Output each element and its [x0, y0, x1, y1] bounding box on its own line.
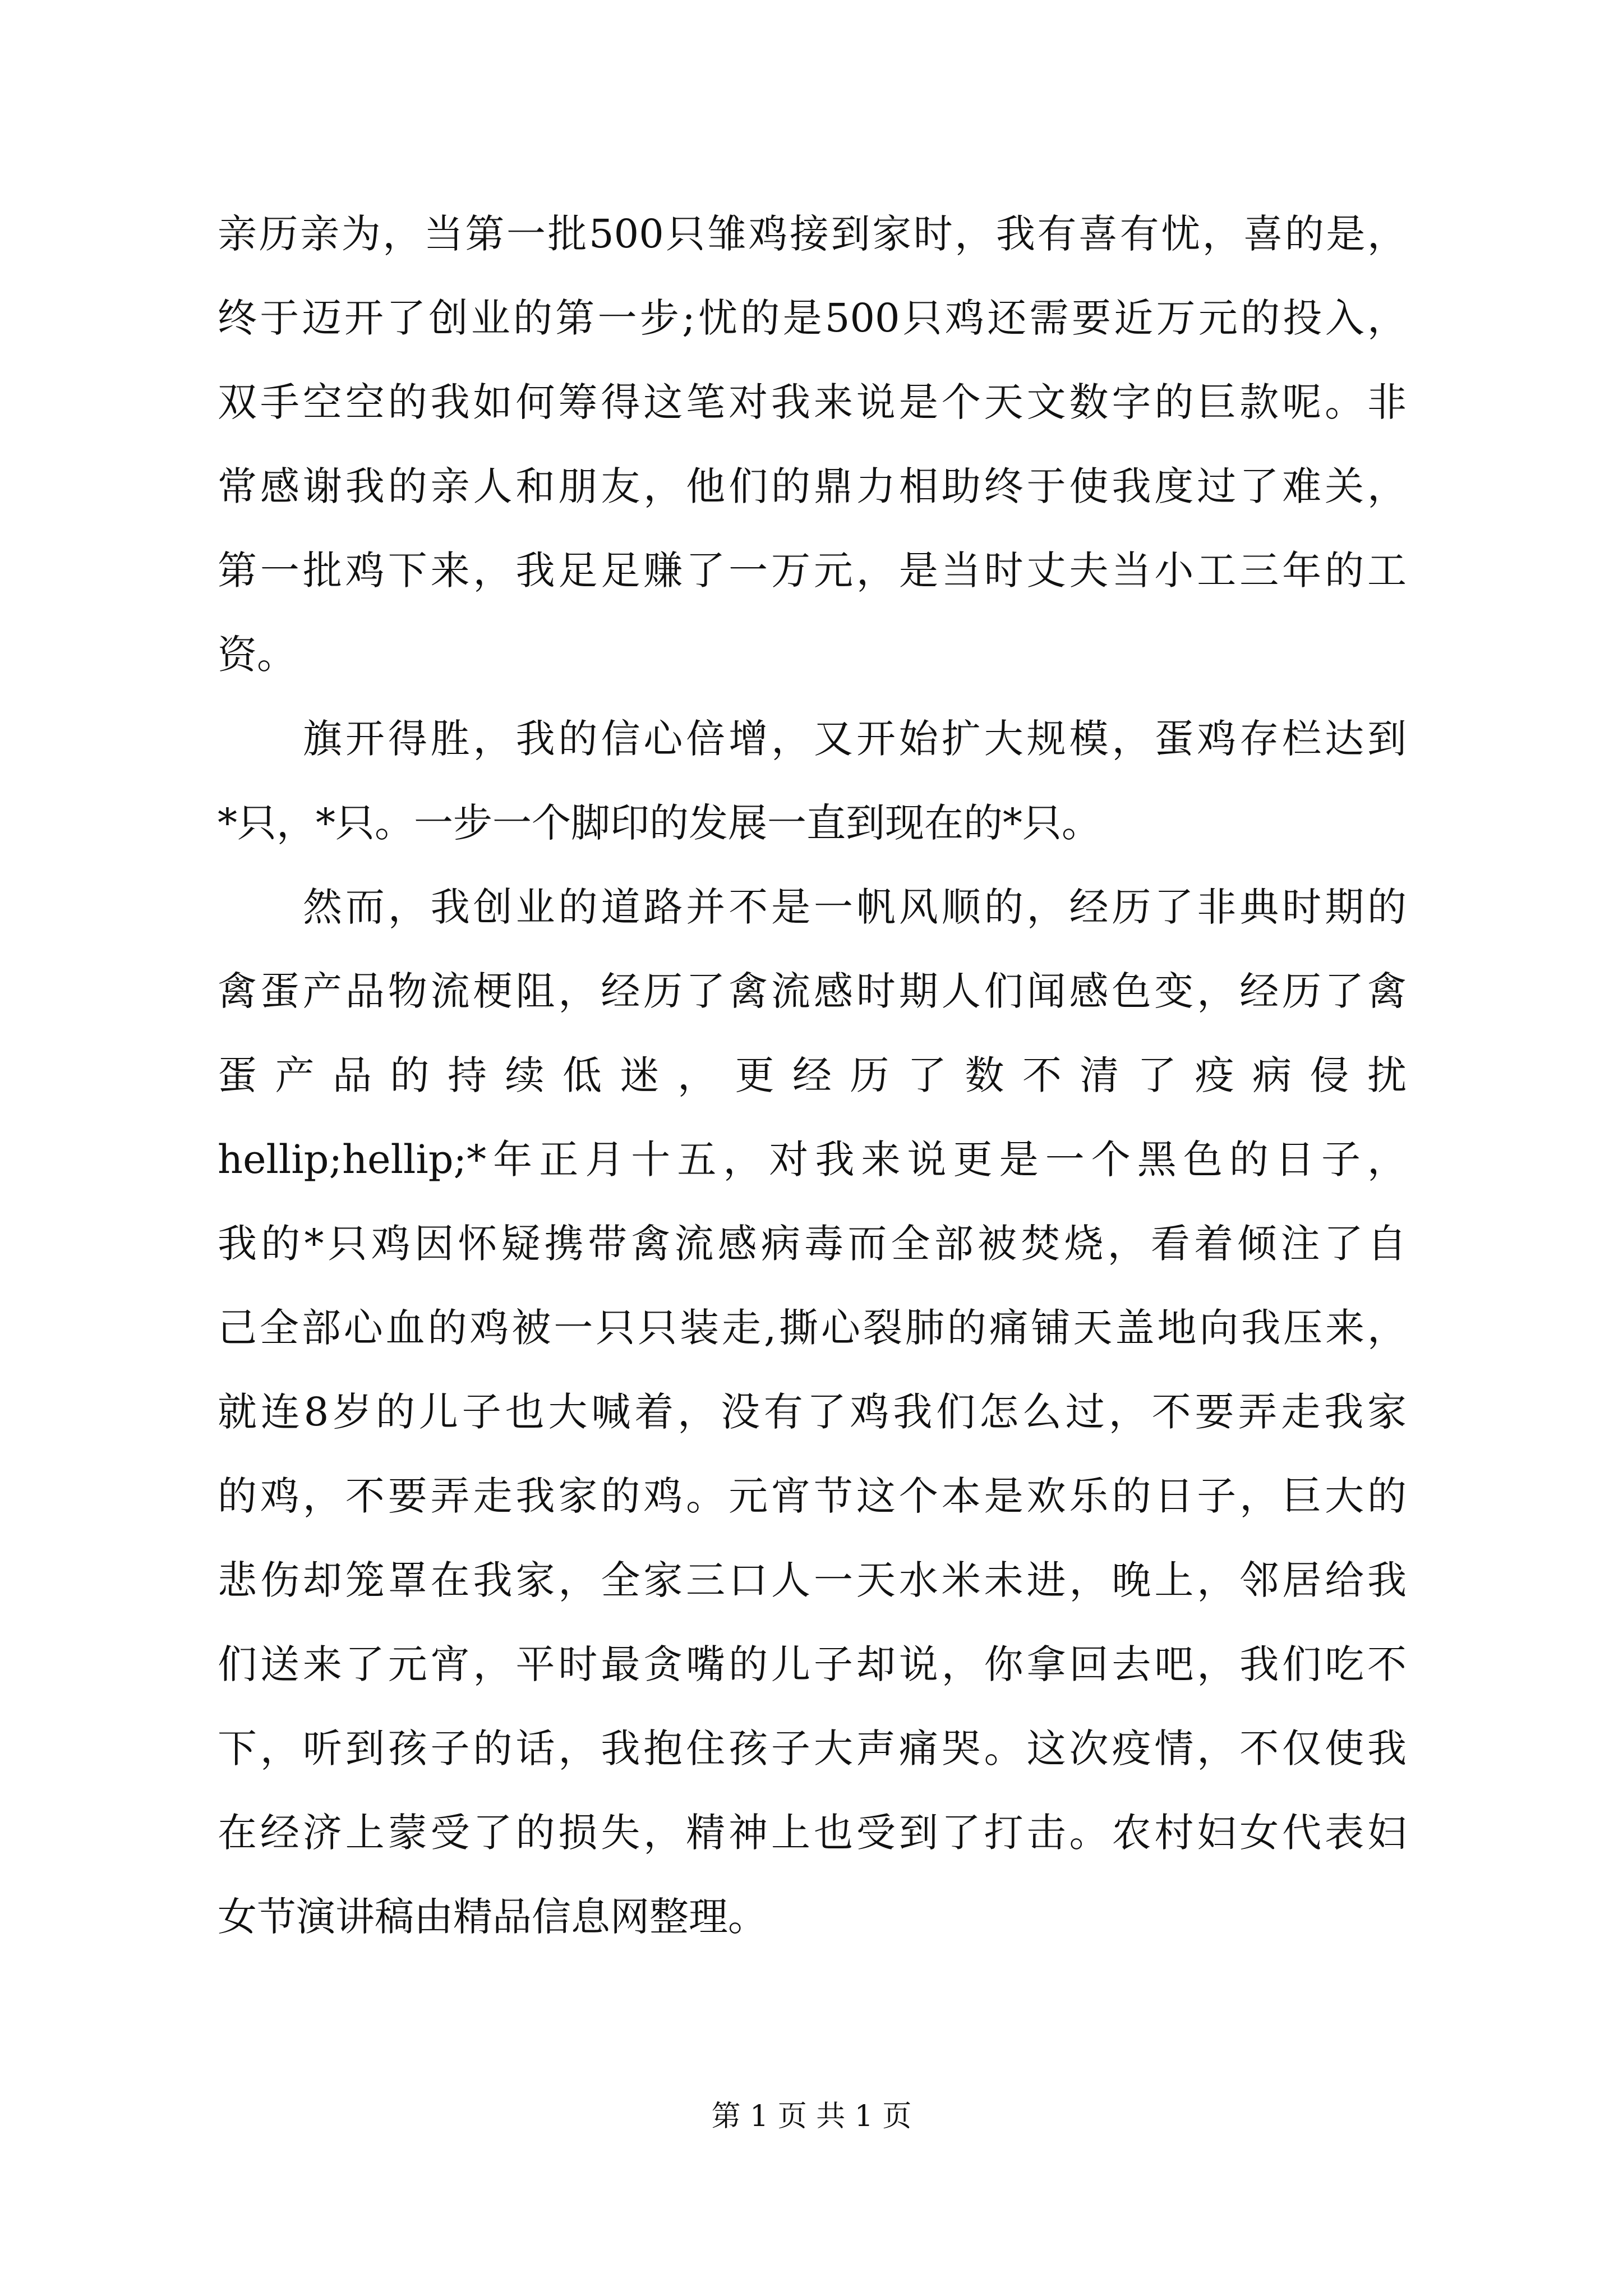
paragraph-1-line-1: 亲历亲为，当第一批500只雏鸡接到家时，我有喜有忧，喜的是， — [218, 211, 1407, 257]
paragraph-3-line-1: 然而，我创业的道路并不是一帆风顺的，经历了非典时期的 — [303, 884, 1407, 930]
paragraph-3-line-5: 我的*只鸡因怀疑携带禽流感病毒而全部被焚烧，看着倾注了自 — [218, 1221, 1407, 1267]
paragraph-1-line-2: 终于迈开了创业的第一步;忧的是500只鸡还需要近万元的投入， — [218, 295, 1407, 341]
paragraph-1-line-6: 资。 — [218, 632, 296, 678]
paragraph-3-line-13: 女节演讲稿由精品信息网整理。 — [218, 1894, 767, 1940]
paragraph-3-line-7: 就连8岁的儿子也大喊着，没有了鸡我们怎么过，不要弄走我家 — [218, 1389, 1407, 1435]
paragraph-3-line-2: 禽蛋产品物流梗阻，经历了禽流感时期人们闻感色变，经历了禽 — [218, 968, 1407, 1014]
paragraph-3-line-6: 己全部心血的鸡被一只只装走,撕心裂肺的痛铺天盖地向我压来， — [218, 1305, 1407, 1351]
paragraph-2-line-2: *只，*只。一步一个脚印的发展一直到现在的*只。 — [218, 800, 1101, 846]
paragraph-3-line-9: 悲伤却笼罩在我家，全家三口人一天水米未进，晚上，邻居给我 — [218, 1557, 1407, 1603]
paragraph-1-line-5: 第一批鸡下来，我足足赚了一万元，是当时丈夫当小工三年的工 — [218, 547, 1407, 593]
paragraph-3-line-4: hellip;hellip;*年正月十五，对我来说更是一个黑色的日子， — [218, 1137, 1407, 1182]
paragraph-3-line-3: 蛋产品的持续低迷，更经历了数不清了疫病侵扰 — [218, 1052, 1407, 1098]
paragraph-3-line-11: 下，听到孩子的话，我抱住孩子大声痛哭。这次疫情，不仅使我 — [218, 1726, 1407, 1772]
paragraph-1-line-3: 双手空空的我如何筹得这笔对我来说是个天文数字的巨款呢。非 — [218, 379, 1407, 425]
paragraph-3-line-10: 们送来了元宵，平时最贪嘴的儿子却说，你拿回去吧，我们吃不 — [218, 1641, 1407, 1687]
paragraph-3-line-8: 的鸡，不要弄走我家的鸡。元宵节这个本是欢乐的日子，巨大的 — [218, 1473, 1407, 1519]
paragraph-2-line-1: 旗开得胜，我的信心倍增，又开始扩大规模，蛋鸡存栏达到 — [303, 716, 1407, 762]
paragraph-1-line-4: 常感谢我的亲人和朋友，他们的鼎力相助终于使我度过了难关， — [218, 463, 1407, 509]
page-number-footer: 第 1 页 共 1 页 — [711, 2100, 912, 2133]
paragraph-3-line-12: 在经济上蒙受了的损失，精神上也受到了打击。农村妇女代表妇 — [218, 1810, 1407, 1856]
